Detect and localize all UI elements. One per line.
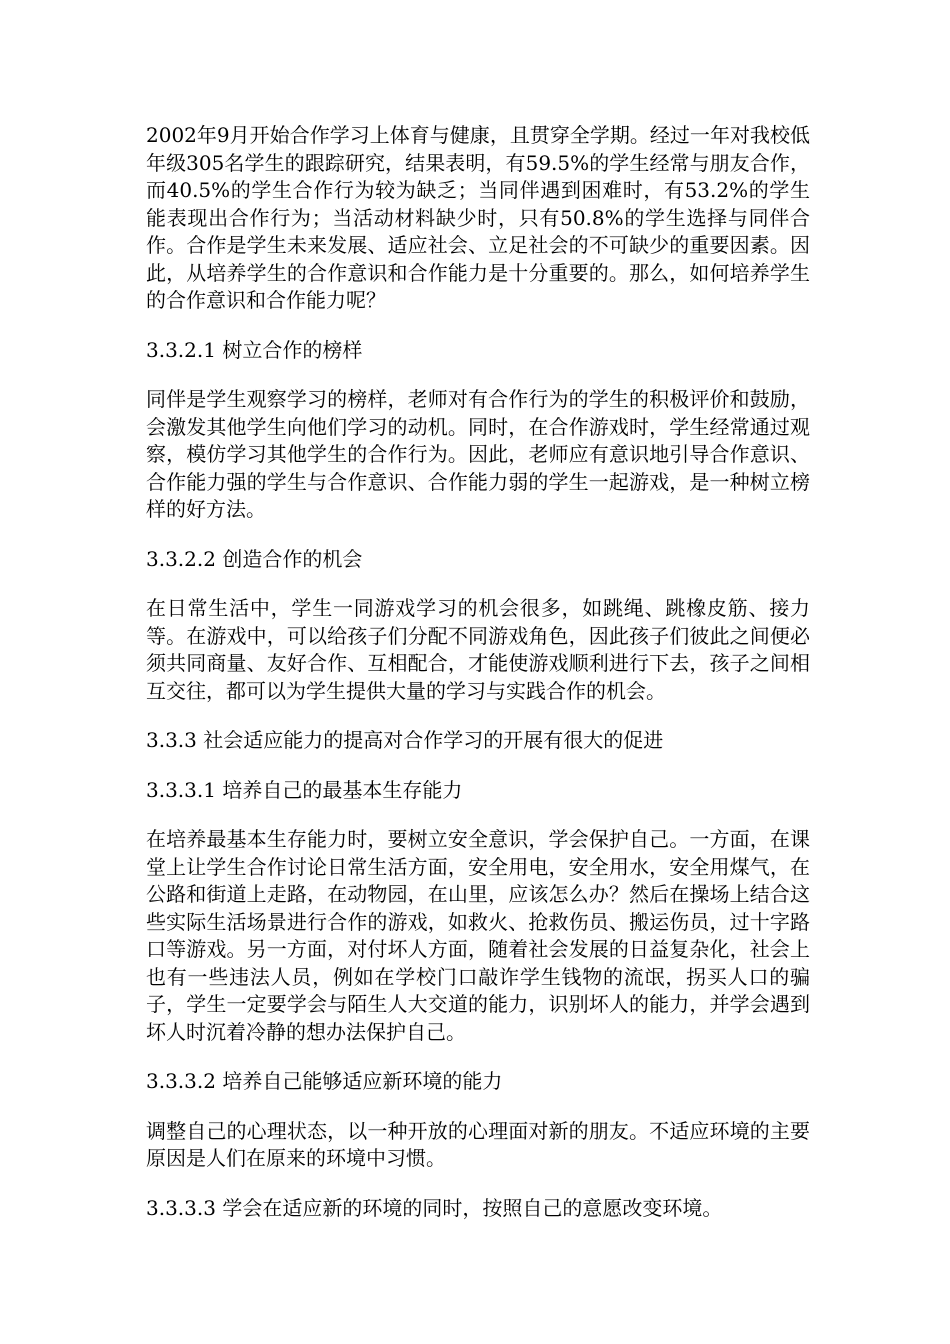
paragraph-survival: 在培养最基本生存能力时，要树立安全意识，学会保护自己。一方面，在课堂上让学生合作讨论日常生活方面，安全用电，安全用水，安全用煤气，在公路和街道上走路，在动物园，在山里，应该怎么办？然后在操场上结合这些实际生活场景进行合作的游戏，如救火、抢救伤员、搬运伤员，过十字路口等游戏。另一方面，对付坏人方面，随着社会发展的日益复杂化，社会上也有一些违法人员，例如在学校门口敲诈学生钱物的流氓，拐买人口的骗子，学生一定要学会与陌生人大交道的能力，识别坏人的能力，并学会遇到坏人时沉着冷静的想办法保护自己。: [146, 827, 810, 1044]
section-heading-3-3-3-2: 3.3.3.2 培养自己能够适应新环境的能力: [146, 1069, 503, 1093]
paragraph-adapt: 调整自己的心理状态，以一种开放的心理面对新的朋友。不适应环境的主要原因是人们在原来的环境中习惯。: [146, 1118, 810, 1170]
section-heading-3-3-2-2: 3.3.2.2 创造合作的机会: [146, 546, 363, 571]
paragraph-intro: 2002年9月开始合作学习上体育与健康，且贯穿全学期。经过一年对我校低年级305名学生的跟踪研究，结果表明，有59.5%的学生经常与朋友合作，而40.5%的学生合作行为较为缺乏；当同伴遇到困难时，有53.2%的学生能表现出合作行为；当活动材料缺少时，只有50.8%的学生选择与同伴合作。合作是学生未来发展、适应社会、立足社会的不可缺少的重要因素。因此，从培养学生的合作意识和合作能力是十分重要的。那么，如何培养学生的合作意识和合作能力呢？: [146, 123, 810, 312]
section-heading-3-3-3-1: 3.3.3.1 培养自己的最基本生存能力: [146, 777, 463, 802]
section-heading-3-3-2-1: 3.3.2.1 树立合作的榜样: [146, 337, 363, 362]
section-heading-3-3-3-3: 3.3.3.3 学会在适应新的环境的同时，按照自己的意愿改变环境。: [146, 1195, 723, 1220]
paragraph-opportunity: 在日常生活中，学生一同游戏学习的机会很多，如跳绳、跳橡皮筋、接力等。在游戏中，可以给孩子们分配不同游戏角色，因此孩子们彼此之间便必须共同商量、友好合作、互相配合，才能使游戏顺利进行下去，孩子之间相互交往，都可以为学生提供大量的学习与实践合作的机会。: [146, 596, 810, 703]
section-heading-3-3-3: 3.3.3 社会适应能力的提高对合作学习的开展有很大的促进: [146, 728, 664, 752]
document-page: [146, 122, 810, 1244]
paragraph-role-model: 同伴是学生观察学习的榜样，老师对有合作行为的学生的积极评价和鼓励，会激发其他学生向他们学习的动机。同时，在合作游戏时，学生经常通过观察，模仿学习其他学生的合作行为。因此，老师应有意识地引导合作意识、合作能力强的学生与合作意识、合作能力弱的学生一起游戏，是一种树立榜样的好方法。: [146, 387, 810, 521]
